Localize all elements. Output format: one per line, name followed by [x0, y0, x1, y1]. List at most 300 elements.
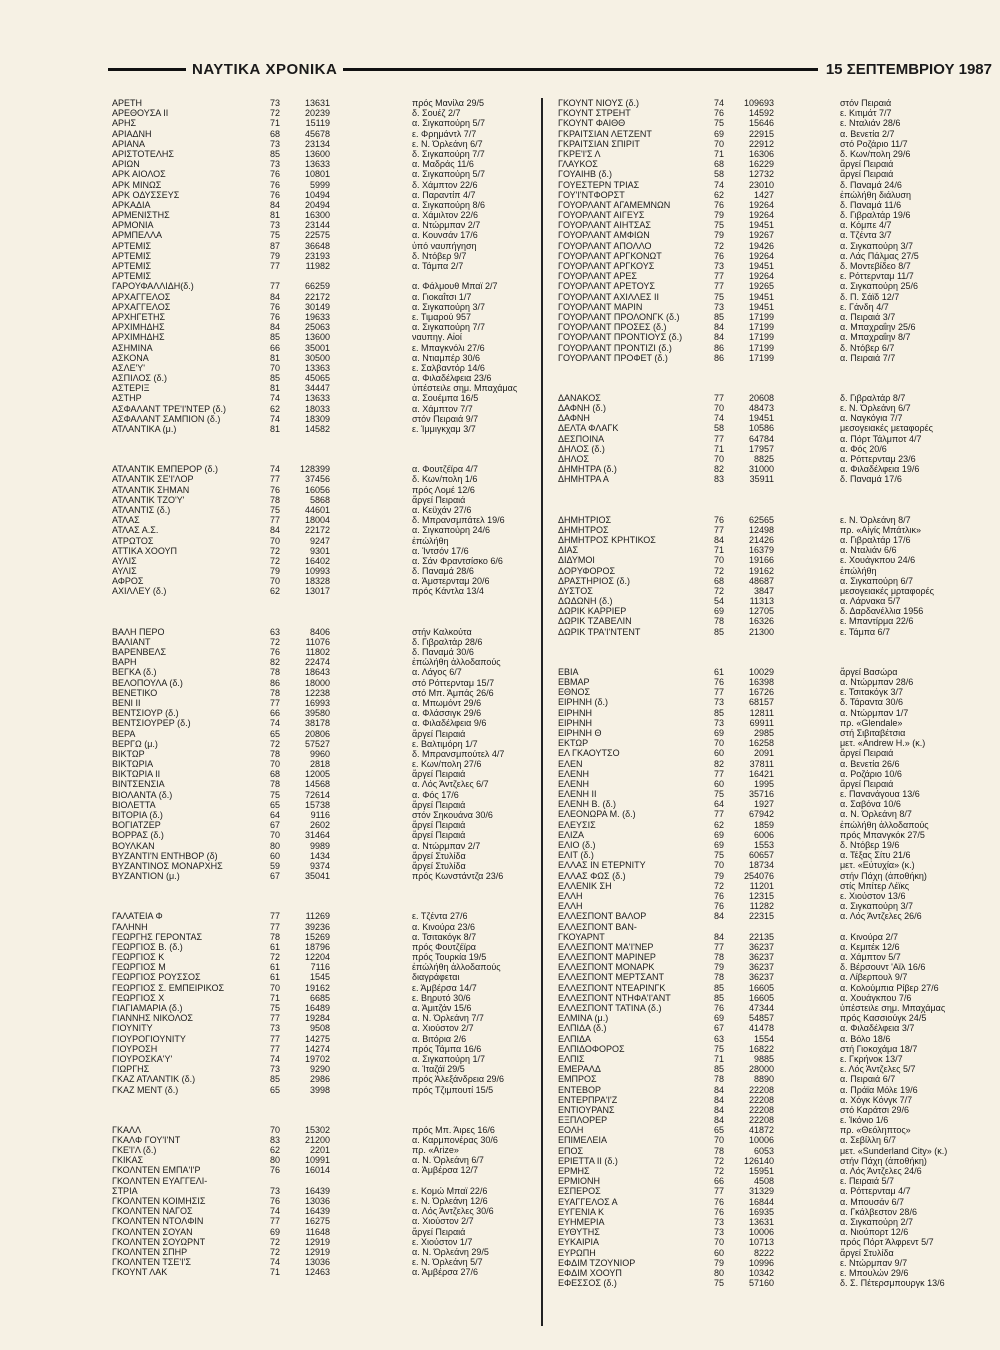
- ship-name: ΕΛΛΑΣ ΙΝ ΕΤΕΡΝΙΤΥ: [558, 860, 646, 871]
- ship-entry: [112, 464, 532, 474]
- build-year: 74: [269, 464, 280, 475]
- ship-entry: [558, 210, 996, 220]
- build-year: 76: [269, 1165, 280, 1176]
- ship-entry: [558, 474, 996, 484]
- ship-entry: [558, 545, 996, 555]
- gross-tonnage: 10029: [748, 666, 774, 677]
- ship-position: α. Τάμπα 2/7: [412, 261, 464, 271]
- ship-position: πρ. «Glendale»: [840, 717, 903, 728]
- ship-position: πρ. «Αἰγίς Μπάτλικ»: [840, 524, 922, 535]
- ship-name: ΒΕΡΑ: [112, 728, 136, 739]
- build-year: 69: [269, 1226, 280, 1237]
- ship-entry: [112, 139, 532, 149]
- ship-name: ΓΟΥΟΡΛΑΝΤ ΠΡΟΝΤΙΟΥΣ (δ.): [558, 332, 683, 343]
- ship-name: ΑΣΗΜΙΝΑ: [112, 342, 153, 353]
- build-year: 84: [713, 1094, 724, 1105]
- ship-entry: [558, 159, 996, 169]
- ship-name: ΓΚΟΛΝΤΕΝ ΣΟΥΩΡΝΤ: [112, 1236, 206, 1247]
- gross-tonnage: 12204: [304, 952, 330, 963]
- ship-name: ΑΡΜΟΝΙΑ: [112, 220, 154, 231]
- gross-tonnage: 19451: [748, 291, 774, 302]
- ship-position: [774, 922, 840, 932]
- ship-name: ΕΠΙΜΕΛΕΙΑ: [558, 1135, 608, 1146]
- ship-name: ΕΛΛΑΣ ΦΩΣ (δ.): [558, 870, 626, 881]
- gross-tonnage: 25063: [304, 322, 330, 333]
- ship-position: δ. Π. Σάϊδ 12/7: [840, 291, 900, 302]
- ship-entry: [558, 251, 996, 261]
- build-year: 81: [269, 424, 280, 434]
- gross-tonnage: 31464: [304, 830, 330, 841]
- gross-tonnage: 23144: [304, 220, 330, 231]
- gross-tonnage: 22172: [304, 291, 330, 302]
- build-year: 70: [713, 403, 724, 414]
- ship-position: α. Λός Άντζελες 24/6: [840, 1166, 922, 1176]
- ship-name: ΑΤΡΩΤΟΣ: [112, 535, 154, 546]
- ship-name: ΕΛΜΙΝΑ (μ.): [558, 1013, 609, 1024]
- ship-position: ἐπώλήθη ἀλλοδαπούς: [840, 819, 929, 830]
- build-year: 84: [269, 322, 280, 333]
- ship-name: ΑΤΛΑΝΤΙΣ (δ.): [112, 504, 171, 515]
- ship-position: δ. Κων/πολη 29/6: [840, 148, 911, 159]
- ship-name: ΕΛΠΙΔΑ: [558, 1033, 592, 1044]
- ship-entry: [112, 190, 532, 200]
- ship-name: ΔΕΣΠΟΙΝΑ: [558, 433, 605, 444]
- gross-tonnage: 14274: [304, 1043, 330, 1054]
- gross-tonnage: 16275: [304, 1216, 330, 1227]
- ship-entry: [558, 809, 996, 819]
- ship-name: ΕΛΕΝΗ: [558, 778, 590, 789]
- ship-name: ΑΡΤΕΜΙΣ: [112, 261, 152, 271]
- ship-position: α. Σιγκαπούρη 24/6: [412, 525, 491, 536]
- ship-position: α. Μπαχραΐην 25/6: [840, 322, 916, 333]
- ship-entry: [112, 1034, 532, 1044]
- ship-name: ΓΑΡΟΥΦΑΛΛΙΔΗ(δ.): [112, 281, 194, 292]
- build-year: 62: [713, 819, 724, 830]
- gross-tonnage: 10006: [748, 1227, 774, 1238]
- ship-position: α. Ν. Όρλεάνη 8/7: [840, 809, 912, 820]
- ship-position: α. Λός Άντζελες 30/6: [412, 1206, 494, 1217]
- gross-tonnage: 19265: [748, 281, 774, 292]
- ship-entry: [558, 1248, 996, 1258]
- ship-name: ΕΛΛΕΝΙΚ ΣΗ: [558, 880, 612, 891]
- ship-entry: [112, 495, 532, 505]
- gross-tonnage: [280, 271, 330, 281]
- ship-name: ΕΛΠΙΣ: [558, 1053, 585, 1064]
- ship-entry: [112, 200, 532, 210]
- build-year: 61: [713, 666, 724, 677]
- gross-tonnage: 30149: [304, 301, 330, 312]
- ship-name: ΔΗΜΗΤΡΑ (δ.): [558, 464, 617, 475]
- gross-tonnage: 1427: [753, 189, 774, 200]
- build-year: 79: [713, 870, 724, 881]
- ship-name: ΕΛΛΕΣΠΟΝΤ ΜΑ'Ι'ΝΕΡ: [558, 941, 654, 952]
- ship-position: α. Χουάγκπου 7/6: [840, 992, 912, 1003]
- ship-entry: [112, 281, 532, 291]
- gross-tonnage: 19162: [304, 982, 330, 993]
- ship-position: ε. Φρημάντλ 7/7: [412, 128, 477, 139]
- build-year: 72: [269, 108, 280, 119]
- gross-tonnage: 30500: [304, 352, 330, 363]
- ship-entry: [558, 271, 996, 281]
- ship-position: ἐπώλήθη ἀλλοδαπούς: [412, 657, 501, 668]
- ship-entry: [112, 546, 532, 556]
- ship-position: ε. Μπαντίρμα 22/6: [840, 616, 914, 627]
- build-year: 70: [269, 362, 280, 373]
- ship-name: ΓΚΙΚΑΣ: [112, 1155, 144, 1166]
- gross-tonnage: 11982: [305, 261, 330, 271]
- ship-name: ΑΤΤΙΚΑ ΧΟΟΥΠ: [112, 545, 178, 556]
- gross-tonnage: 18643: [304, 667, 330, 678]
- build-year: 77: [269, 474, 280, 485]
- ship-position: στόν Σηκουάνα 30/6: [412, 810, 493, 820]
- ship-entry: [112, 688, 532, 698]
- gross-tonnage: 11313: [749, 596, 774, 607]
- ship-name: ΓΕΩΡΓΙΟΣ Χ: [112, 992, 165, 1003]
- gross-tonnage: 45065: [304, 373, 330, 384]
- build-year: 61: [269, 962, 280, 973]
- gross-tonnage: 13600: [304, 148, 330, 159]
- ship-position: α. Ν. Όρλεάνη 6/7: [412, 1155, 484, 1166]
- ship-position: α. Κόμπε 4/7: [840, 220, 892, 231]
- build-year: 76: [713, 1003, 724, 1013]
- ship-name: ΕΥΡΩΠΗ: [558, 1247, 596, 1258]
- build-year: 68: [713, 575, 724, 586]
- ship-position: α. Σιγκαπούρη 3/7: [412, 301, 486, 312]
- ship-entry: [112, 932, 532, 942]
- build-year: 73: [713, 717, 724, 728]
- ship-position: α. Νταλιάν 6/6: [840, 545, 897, 556]
- ship-name: ΕΛΛΕΣΠΟΝΤ ΒΑΛΟΡ: [558, 911, 647, 922]
- ship-position: πρός Λομέ 12/6: [412, 484, 475, 495]
- ship-position: α. Τζέντα 3/7: [840, 230, 892, 241]
- ship-name: ΒΑΡΗ: [112, 657, 137, 668]
- ship-name: ΓΛΑΥΚΟΣ: [558, 159, 598, 170]
- build-year: 72: [713, 1166, 724, 1176]
- ship-position: μετ. «Sunderland City» (κ.): [840, 1145, 948, 1156]
- build-year: 76: [713, 250, 724, 261]
- build-year: 76: [269, 179, 280, 190]
- ship-name: ΔΗΜΗΤΡΙΟΣ: [558, 514, 612, 525]
- ship-entry: [112, 515, 532, 525]
- gross-tonnage: 19166: [748, 555, 774, 566]
- ship-name: ΒΙΤΟΡΙΑ (δ.): [112, 810, 163, 820]
- ship-entry: [112, 505, 532, 515]
- ship-position: ἄργεί Στυλίδα: [840, 1247, 894, 1258]
- gross-tonnage: 17957: [748, 443, 774, 454]
- gross-tonnage: 13631: [748, 1216, 774, 1227]
- build-year: 62: [269, 403, 280, 414]
- build-year: 84: [713, 931, 724, 942]
- ship-entry: [112, 149, 532, 159]
- ship-position: πρός Κάντλα 13/4: [412, 586, 484, 597]
- build-year: 75: [713, 1278, 724, 1289]
- ship-name: ΔΑΝΑΚΟΣ: [558, 392, 601, 403]
- ship-entry: [112, 759, 532, 769]
- ship-position: α. Φιλαδέλφεια 23/6: [412, 373, 492, 384]
- ship-entry: [112, 830, 532, 840]
- ship-name: ΓΟΥΟΡΛΑΝΤ ΑΡΓΚΟΥΣ: [558, 261, 655, 271]
- gross-tonnage: 10996: [748, 1257, 774, 1268]
- build-year: 77: [269, 1043, 280, 1054]
- ship-position: ἐπώλήθη διάλυση: [840, 189, 911, 200]
- gross-tonnage: 12919: [304, 1236, 330, 1247]
- ship-name: ΕΛΙΟ (δ.): [558, 840, 596, 850]
- build-year: 65: [269, 1084, 280, 1095]
- ship-position: α. Βιτόρια 2/6: [412, 1033, 467, 1044]
- ship-position: πρ. «Θεόληπτος»: [840, 1125, 911, 1136]
- ship-position: α. Ντώρμπαν 2/7: [412, 220, 481, 231]
- build-year: 62: [269, 1145, 280, 1156]
- ship-entry: [112, 739, 532, 749]
- build-year: 76: [713, 108, 724, 119]
- ship-position: α. Ντώρμπαν 1/7: [840, 707, 909, 718]
- build-year: 75: [713, 1043, 724, 1054]
- ship-name: ΓΚΟΛΝΤΕΝ ΚΟΙΜΗΣΙΣ: [112, 1196, 206, 1206]
- gross-tonnage: 23010: [748, 179, 774, 190]
- build-year: 84: [713, 1115, 724, 1126]
- ship-position: α. Λάγος 6/7: [412, 667, 462, 678]
- ship-entry: [112, 1003, 532, 1013]
- build-year: 70: [713, 1237, 724, 1248]
- build-year: 73: [269, 1185, 280, 1196]
- build-year: 85: [713, 707, 724, 718]
- ship-name: ΕΝΤΕΒΟΡ: [558, 1084, 602, 1095]
- ship-position: α. Χιούστον 2/7: [412, 1023, 474, 1034]
- ship-entry: [558, 962, 996, 972]
- build-year: 69: [713, 829, 724, 840]
- ship-position: α. Παραντίπ 4/7: [412, 189, 476, 200]
- ship-entry: [112, 729, 532, 739]
- build-year: [704, 922, 724, 932]
- build-year: 71: [713, 545, 724, 556]
- ship-entry: [558, 1258, 996, 1268]
- ship-position: δ. Παναμά 17/6: [840, 474, 902, 485]
- build-year: 85: [269, 373, 280, 384]
- ship-position: α. Σιγκαπούρη 8/6: [412, 199, 486, 210]
- gross-tonnage: 16326: [748, 616, 774, 627]
- ship-name: ΓΚΟΛΝΤΕΝ ΕΥΑΓΓΕΛΙ-: [112, 1175, 208, 1186]
- ship-position: δ. Ντόβερ 6/7: [840, 342, 895, 353]
- ship-entry: [558, 687, 996, 697]
- build-year: 81: [269, 210, 280, 221]
- gross-tonnage: 16489: [304, 1003, 330, 1013]
- build-year: 78: [269, 687, 280, 698]
- ship-position: μετ. «Andrew H.» (κ.): [840, 738, 926, 749]
- build-year: 74: [269, 1053, 280, 1064]
- ship-name: ΑΡΚ ΑΙΟΛΟΣ: [112, 169, 166, 180]
- ship-entry: [558, 1115, 996, 1125]
- ship-entry: [112, 1186, 532, 1196]
- ship-position: στόν Πειραιά 9/7: [412, 413, 479, 424]
- ship-position: α. Χόγκ Κόνγκ 7/7: [840, 1094, 913, 1105]
- build-year: 69: [713, 606, 724, 617]
- ship-name: ΓΚΟΥΝΤ ΣΤΡΕΗΤ: [558, 108, 631, 119]
- ship-entry: [112, 1267, 532, 1277]
- gross-tonnage: 16014: [304, 1165, 330, 1176]
- build-year: 85: [269, 1074, 280, 1085]
- ship-name: ΓΚΟΥΑΡΝΤ: [558, 931, 605, 942]
- gross-tonnage: 31000: [748, 464, 774, 475]
- ship-entry: [558, 840, 996, 850]
- build-year: 73: [713, 697, 724, 708]
- build-year: 74: [269, 393, 280, 404]
- build-year: 77: [269, 911, 280, 922]
- gross-tonnage: 12005: [304, 769, 330, 780]
- ship-position: ἄργεί Πειραιά: [412, 820, 466, 831]
- ship-position: ε. Τάμπα 6/7: [840, 626, 891, 637]
- ship-name: ΕΛ ΓΚΑΟΥΤΣΟ: [558, 748, 620, 759]
- ship-position: ε. Γάνδη 4/7: [840, 301, 889, 312]
- ship-entry: [558, 779, 996, 789]
- ship-entry: [558, 302, 996, 312]
- ship-name: ΒΙΚΤΩΡΙΑ ΙΙ: [112, 769, 161, 780]
- gross-tonnage: 22315: [748, 911, 774, 922]
- ship-position: ἐπώλήθη ἀλλοδαπούς: [412, 962, 501, 973]
- gross-tonnage: 19451: [748, 220, 774, 231]
- build-year: 72: [713, 585, 724, 596]
- ship-name: ΓΙΟΥΡΟΣΚΑ'Υ': [112, 1053, 173, 1064]
- gross-tonnage: 5868: [309, 494, 330, 505]
- ship-name: ΓΚΑΛΛ: [112, 1124, 141, 1135]
- build-year: 64: [269, 810, 280, 820]
- build-year: 74: [269, 718, 280, 729]
- gross-tonnage: 2602: [309, 820, 330, 831]
- gross-tonnage: 36237: [748, 972, 774, 983]
- build-year: 84: [713, 911, 724, 922]
- ship-entry: [558, 241, 996, 251]
- ship-name: ΓΟΥΟΡΛΑΝΤ ΠΡΟΝΤΙΖΙ (δ.): [558, 342, 672, 353]
- build-year: 61: [269, 972, 280, 983]
- ship-position: α. Γιβραλτάρ 17/6: [840, 534, 911, 545]
- gross-tonnage: 17199: [748, 352, 774, 363]
- ship-entry: [112, 1013, 532, 1023]
- ship-entry: [112, 1085, 532, 1095]
- build-year: 71: [713, 148, 724, 159]
- ship-entry: [112, 525, 532, 535]
- ship-position: α. Σιγκαπούρη 2/7: [840, 1216, 914, 1227]
- ship-position: πρός Τάμπα 16/6: [412, 1043, 482, 1054]
- ship-entry: [558, 566, 996, 576]
- ship-entry: [112, 302, 532, 312]
- ship-name: ΓΟΥΟΡΛΑΝΤ ΑΓΑΜΕΜΝΩΝ: [558, 199, 671, 210]
- gross-tonnage: 4508: [753, 1176, 774, 1187]
- ship-entry: [112, 343, 532, 353]
- ship-position: πρός Πόρτ Άλφρεντ 5/7: [840, 1237, 934, 1248]
- ship-position: στό Μπ. Άμπάς 26/6: [412, 687, 494, 698]
- build-year: 70: [713, 738, 724, 749]
- ship-position: α. Κεϋχάν 27/6: [412, 504, 472, 515]
- ship-name: ΑΡΤΕΜΙΣ: [112, 271, 152, 282]
- ship-position: α. Ρόττερνταμ 23/6: [840, 454, 916, 464]
- ship-entry: [112, 322, 532, 332]
- ship-position: ἄργεί Πειραιά: [412, 799, 466, 810]
- ship-name: ΓΙΑΝΝΗΣ ΝΙΚΟΛΟΣ: [112, 1013, 193, 1024]
- ship-position: α. Σιγκαπούρη 5/7: [412, 169, 486, 180]
- gross-tonnage: 17199: [748, 342, 774, 353]
- page-title: ΝΑΥΤΙΚΑ ΧΡΟΝΙΚΑ: [192, 60, 338, 78]
- ship-entry: [112, 1054, 532, 1064]
- gross-tonnage: 19633: [304, 311, 330, 322]
- build-year: 80: [713, 1267, 724, 1278]
- build-year: 76: [713, 514, 724, 525]
- ship-name: ΔΙΔΥΜΟΙ: [558, 555, 595, 566]
- ship-name: ΓΟΥΟΡΛΑΝΤ ΑΜΦΙΩΝ: [558, 230, 650, 241]
- ship-entry: [112, 820, 532, 830]
- ship-name: ΓΚΡΑΙΤΣΙΑΝ ΣΠΙΡΙΤ: [558, 138, 640, 149]
- build-year: 78: [269, 667, 280, 678]
- build-year: 77: [713, 271, 724, 282]
- build-year: 85: [713, 311, 724, 322]
- ship-position: α. Ναγκόγια 7/7: [840, 413, 903, 424]
- ship-name: ΑΣΛΕ'Υ': [112, 362, 146, 373]
- gross-tonnage: 20494: [304, 199, 330, 210]
- gross-tonnage: 19264: [748, 199, 774, 210]
- gross-tonnage: 16605: [748, 992, 774, 1003]
- ship-position: α. Πειραιά 3/7: [840, 311, 896, 322]
- ship-name: ΓΟΥΟΡΛΑΝΤ ΑΙΓΕΥΣ: [558, 210, 645, 221]
- ship-name: ΓΙΟΥΡΟΣΗ: [112, 1043, 158, 1054]
- ship-name: ΓΟΥΟΡΛΑΝΤ ΑΙΗΤΣΑΣ: [558, 220, 651, 231]
- build-year: 67: [713, 1023, 724, 1034]
- ship-entry: [558, 1186, 996, 1196]
- ship-position: δ. Γιβραλτάρ 28/6: [412, 636, 483, 647]
- ship-entry: [558, 983, 996, 993]
- build-year: 72: [713, 565, 724, 576]
- ship-name: ΑΡΤΕΜΙΣ: [112, 250, 152, 261]
- ship-entry: [112, 1247, 532, 1257]
- ship-entry: [558, 1003, 996, 1013]
- ship-name: ΓΕΩΡΓΙΟΣ Μ: [112, 962, 166, 973]
- ship-name: ΒΕΛΟΠΟΥΛΑ (δ.): [112, 677, 183, 688]
- ship-name: ΔΑΦΝΗ (δ.): [558, 403, 606, 414]
- gross-tonnage: 23193: [304, 250, 330, 261]
- ship-name: ΑΣΤΕΡΙΞ: [112, 383, 150, 394]
- gross-tonnage: 20608: [748, 392, 774, 403]
- ship-name: ΑΡΙΣΤΟΤΕΛΗΣ: [112, 148, 174, 159]
- gross-tonnage: 16439: [304, 1206, 330, 1217]
- ship-position: δ. Παναμά 11/6: [840, 199, 902, 210]
- ship-name: ΑΤΛΑΝΤΙΚ ΣΗΜΑΝ: [112, 484, 190, 495]
- build-year: 59: [269, 860, 280, 871]
- ship-name: ΕΛΛΗ: [558, 901, 583, 912]
- ship-entry: [558, 423, 996, 433]
- ship-entry: [112, 373, 532, 383]
- ship-name: ΓΟΥΟΡΛΑΝΤ ΠΡΟΛΟΝΓΚ (δ.): [558, 311, 680, 322]
- build-year: 81: [269, 352, 280, 363]
- ship-name: ΕΡΙΕΤΤΑ ΙΙ (δ.): [558, 1155, 618, 1166]
- ship-position: ε. Νταλιάν 28/6: [840, 118, 901, 129]
- gross-tonnage: 72614: [304, 789, 330, 800]
- build-year: 70: [713, 138, 724, 149]
- ship-position: ἄργεί Βασώρα: [840, 666, 898, 677]
- gross-tonnage: 128399: [299, 464, 330, 475]
- ship-name: ΓΕΩΡΓΗΣ ΓΕΡΟΝΤΑΣ: [112, 931, 203, 942]
- build-year: 72: [269, 555, 280, 566]
- gross-tonnage: 109693: [743, 98, 774, 108]
- gross-tonnage: 2986: [309, 1074, 330, 1085]
- ship-position: πρός Τουρκία 19/5: [412, 952, 487, 963]
- build-year: 65: [713, 1125, 724, 1136]
- build-year: 85: [713, 982, 724, 993]
- gross-tonnage: 2985: [753, 727, 774, 738]
- ship-position: ε. Τσιτακόγκ 3/7: [840, 687, 903, 698]
- build-year: 84: [269, 525, 280, 536]
- build-year: 76: [269, 311, 280, 322]
- build-year: 77: [269, 515, 280, 526]
- ship-entry: [112, 1257, 532, 1267]
- gross-tonnage: 37811: [749, 758, 774, 769]
- ship-name: ΕΡΜΗΣ: [558, 1166, 590, 1176]
